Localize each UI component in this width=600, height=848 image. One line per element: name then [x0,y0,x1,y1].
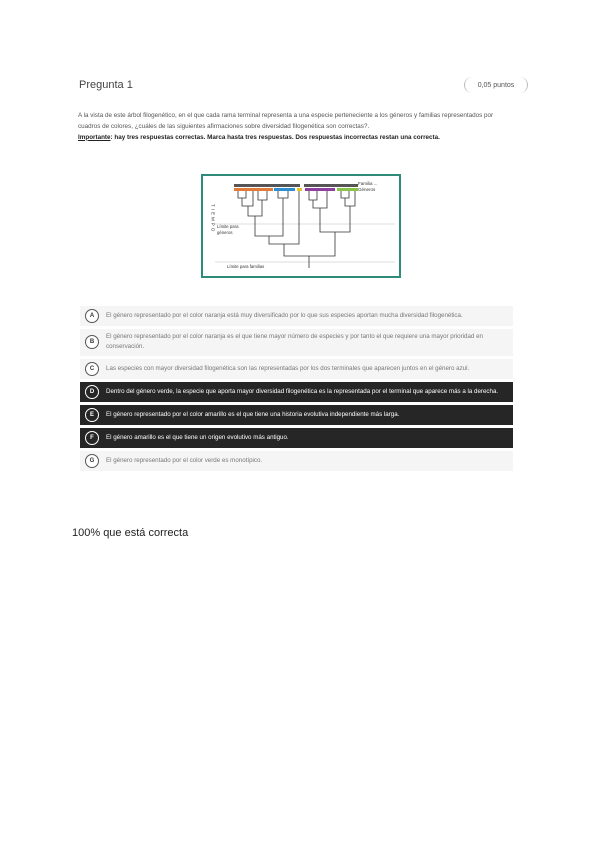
genera-label: Géneros [358,187,376,192]
option-b[interactable] [80,329,513,356]
option-d-text: Dentro del género verde, la especie que aporta mayor diversidad filogenética es la representada por el terminal que aparece más a la derecha. [106,387,499,395]
important-label: Importante [78,133,111,141]
option-g-text: El género representado por el color verde es monotípico. [106,456,263,464]
option-c-text: Las especies con mayor diversidad filogenética son las representadas por los dos terminales que aparecen juntos en el género azul. [106,364,470,372]
genus-bar-blue [274,188,295,191]
time-axis-label: TIEMPO [210,204,216,234]
option-d-letter: D [85,385,99,399]
points-badge: 0,05 puntos [464,77,528,93]
question-text: A la vista de este árbol filogenético, en el que cada rama terminal representa a una especie perteneciente a los géneros y familias representados por cuadros de colores, ¿cuáles de las siguientes afirmaciones sobre diversidad filogenética son correctas?. [78,112,494,130]
option-f[interactable] [80,428,513,448]
genus-bar-green [337,188,358,191]
option-g[interactable] [80,451,513,471]
option-c-letter: C [85,362,99,376]
family-bar-2 [304,184,358,187]
family-limit-label: Límite para familias [227,264,265,269]
option-b-letter: B [85,335,99,349]
option-e-text: El género representado por el color amarillo es el que tiene una historia evolutiva independiente más larga. [106,410,400,418]
genus-bar-purple [305,188,335,191]
option-c[interactable] [80,359,513,379]
genus-bar-orange [234,188,273,191]
important-text: : hay tres respuestas correctas. Marca hasta tres respuestas. Dos respuestas incorrectas restan una correcta. [110,133,440,141]
answer-note: 100% que está correcta [72,527,189,539]
genus-limit-label-1: Límite para [217,224,239,229]
option-f-letter: F [85,431,99,445]
option-b-text: El género representado por el color naranja es el que tiene mayor número de especies y por tanto el que requiere una mayor prioridad en conservación. [106,333,483,351]
option-g-letter: G [85,454,99,468]
question-body [78,111,510,143]
phylogenetic-tree [203,176,399,276]
genus-bar-yellow [297,188,302,191]
tree-branches [238,191,355,268]
genus-limit-label-2: géneros [217,230,233,235]
family-bar-1 [234,184,300,187]
option-d[interactable] [80,382,513,402]
option-a[interactable] [80,306,513,326]
phylogenetic-tree-figure [201,174,401,278]
option-a-text: El género representado por el color naranja está muy diversificado por lo que sus especies aportan mucha diversidad filogenética. [106,311,463,319]
option-f-text: El género amarillo es el que tiene un origen evolutivo más antiguo. [106,433,289,441]
answer-options [80,306,513,474]
option-e[interactable] [80,405,513,425]
family-label: Familia ... [358,181,378,186]
option-a-letter: A [85,309,99,323]
question-title: Pregunta 1 [79,79,133,91]
option-e-letter: E [85,408,99,422]
important-note [78,133,510,144]
